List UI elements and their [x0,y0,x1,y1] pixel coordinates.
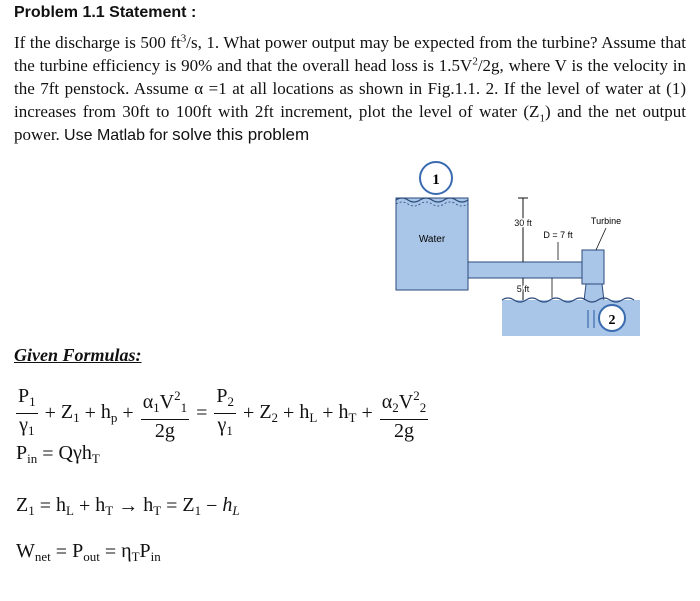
frac-a2v2-2g: $\frac{\alpha_2V^2_2}{2g}$ [380,385,428,442]
diameter-label: D = 7 ft [543,230,573,240]
statement-matlab-a: Use Matlab [64,127,145,144]
turbine-label: Turbine [590,216,622,226]
depth-label: 5 ft [516,284,530,294]
problem-title: Problem 1.1 Statement : [14,4,197,21]
problem-statement [14,31,686,147]
hl-term: $h_L$ [299,401,318,425]
height-label: 30 ft [514,218,532,228]
statement-matlab-b: for [149,127,168,144]
statement-part4: ) and the net output power. [14,102,686,144]
turbine-leader [596,228,606,250]
turbine-figure [392,150,642,340]
hp-term: $h_p$ [100,401,118,425]
statement-part2: /s, 1. What power output may be expected from the turbine? Assume that the turbine efficiency is 90% and that the overall head loss is 1.5V [14,33,686,75]
pin-equation: $P_{in}$ = Qγh$_T$ [16,442,100,466]
turbine-body [582,250,604,284]
statement-part3: /2g, where V is the velocity in the 7ft penstock. Assume α =1 at all locations as shown in Fig.1.1. 2. If the level of water at (1) increases from 30ft to 100ft with 2ft increment, plot the level of water (Z [14,56,687,121]
point-1-label: 1 [432,172,440,188]
wnet-equation: $W_{net}$ = $P_{out}$ = $\eta_TP_{in}$ [16,540,161,564]
frac-p2-gamma: $\frac{P_2}{\gamma_1}$ [216,385,235,438]
z1-equation: $Z_1$ = $h_L$ + $h_T$ → $h_T$ = $Z_1$ − $h_L$ [16,494,240,518]
energy-equation: $\frac{P_1}{\gamma_1}$ + $Z_1$ + $h_p$ + $\frac{\alpha_1V^2_1}{2g}$ = $\frac{P_2}{\gamma_1}$ + $Z_2$ + $h_L$ + $h_T$ + $\frac{\alpha_2V^2_2}{2g}$ [18,385,427,442]
frac-p1-gamma1: $\frac{P_1}{\gamma_1}$ [18,385,36,438]
statement-sup2: 2 [472,55,478,68]
penstock [468,262,584,278]
frac-a1v1-2g: $\frac{\alpha_1V^2_1}{2g}$ [141,385,189,442]
statement-part1: If the discharge is 500 ft [14,33,181,52]
statement-sup1: 3 [180,32,187,45]
statement-sub3: 1 [539,112,545,125]
point-2-label: 2 [608,313,616,328]
z2-term: $Z_2$ [259,401,279,425]
z1-term: $Z_1$ [60,401,80,425]
given-formulas-heading: Given Formulas: [14,345,142,365]
statement-matlab-c: solve this problem [172,125,310,144]
ht-term: $h_T$ [338,401,357,425]
water-label: Water [418,234,446,245]
